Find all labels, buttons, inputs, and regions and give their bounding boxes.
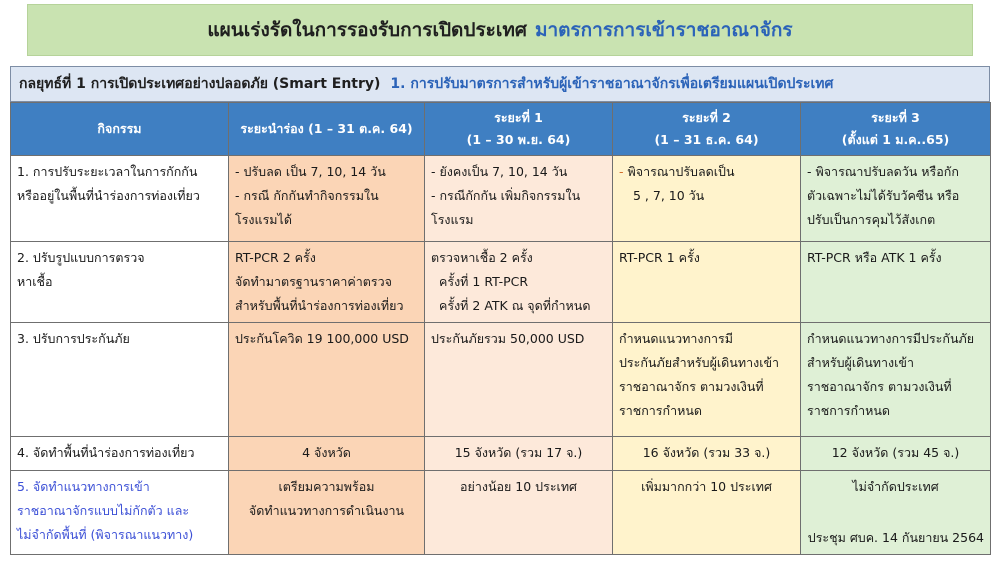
cell-line: ตรวจหาเชื้อ 2 ครั้ง [431,250,533,265]
cell-line: 1. การปรับระยะเวลาในการกักกัน [17,164,198,179]
row2-phase3 [801,242,991,323]
row1-phase3 [801,156,991,242]
row5-phase3 [801,471,991,555]
row4-phase1: 15 จังหวัด (รวม 17 จ.) [425,437,613,471]
page-title-accent: มาตรการการเข้าราชอาณาจักร [534,19,793,41]
cell-line: ประกันภัยรวม 50,000 USD [431,331,585,346]
header-phase2 [613,103,801,156]
meeting-note: ประชุม ศบค. 14 กันยายน 2564 [807,530,984,545]
row1-pilot [229,156,425,242]
cell-line: หาเชื้อ [17,274,53,289]
cell-line: - พิจารณาปรับลดวัน หรือกัก [807,164,959,179]
row5-pilot [229,471,425,555]
row3-phase2 [613,323,801,437]
row1-phase1 [425,156,613,242]
cell-line: กำหนดแนวทางการมี [619,331,734,346]
cell-line: ครั้งที่ 2 ATK ณ จุดที่กำหนด [439,298,591,313]
table-row [11,156,991,242]
cell-line: ตัวเฉพาะไม่ได้รับวัคซีน หรือ [807,188,960,203]
row5-phase1: อย่างน้อย 10 ประเทศ [425,471,613,555]
cell-line: กำหนดแนวทางการมีประกันภัย [807,331,975,346]
cell-line: ประกันโควิด 19 100,000 USD [235,331,409,346]
row2-phase1 [425,242,613,323]
cell-line: RT-PCR 2 ครั้ง [235,250,316,265]
cell-line: ราชอาณาจักร ตามวงเงินที่ [619,379,764,394]
cell-line: โรงแรม [431,212,474,227]
cell-line: 2. ปรับรูปแบบการตรวจ [17,250,145,265]
header-phase1-dates: (1 – 30 พ.ย. 64) [466,132,571,147]
row3-phase1 [425,323,613,437]
cell-line: จัดทำแนวทางการดำเนินงาน [248,503,405,518]
row3-pilot [229,323,425,437]
row4-phase2: 16 จังหวัด (รวม 33 จ.) [613,437,801,471]
cell-line: โรงแรมได้ [235,212,292,227]
cell-line [619,160,794,184]
cell-line: สำหรับพื้นที่นำร่องการท่องเที่ยว [235,298,404,313]
table-header-row [11,103,991,156]
cell-text: พิจารณาปรับลดเป็น [627,164,735,179]
header-phase1 [425,103,613,156]
row2-activity [11,242,229,323]
strategy-label: กลยุทธ์ที่ 1 การเปิดประเทศอย่างปลอดภัย (Smart Entry) [19,76,381,92]
cell-line: 3. ปรับการประกันภัย [17,331,130,346]
cell-line: ครั้งที่ 1 RT-PCR [439,274,529,289]
header-phase3 [801,103,991,156]
table-row [11,242,991,323]
header-phase2-dates: (1 – 31 ธ.ค. 64) [654,132,759,147]
cell-line: 5 , 7, 10 วัน [633,188,705,203]
row1-phase2 [613,156,801,242]
header-activity: กิจกรรม [11,103,229,156]
cell-line: RT-PCR หรือ ATK 1 ครั้ง [807,250,942,265]
row3-activity [11,323,229,437]
cell-line: ประกันภัยสำหรับผู้เดินทางเข้า [619,355,780,370]
cell-line: - ยังคงเป็น 7, 10, 14 วัน [431,164,568,179]
strategy-bar [10,66,990,102]
header-phase3-title: ระยะที่ 3 [871,110,920,125]
row3-phase3 [801,323,991,437]
cell-line: ไม่จำกัดพื้นที่ (พิจารณาแนวทาง) [17,527,194,542]
cell-line: จัดทำมาตรฐานราคาค่าตรวจ [235,274,392,289]
row2-phase2 [613,242,801,323]
cell-line: ราชอาณาจักรแบบไม่กักตัว และ [17,503,190,518]
cell-line: ปรับเป็นการคุมไว้สังเกต [807,212,936,227]
row4-phase3: 12 จังหวัด (รวม 45 จ.) [801,437,991,471]
cell-line: - กรณีกักกัน เพิ่มกิจกรรมใน [431,188,581,203]
page-title-banner [27,4,973,56]
measures-table [10,102,991,555]
cell-line: - กรณี กักกันทำกิจกรรมใน [235,188,379,203]
row2-pilot [229,242,425,323]
cell-line: เตรียมความพร้อม [278,479,375,494]
header-pilot: ระยะนำร่อง (1 – 31 ต.ค. 64) [229,103,425,156]
header-phase1-title: ระยะที่ 1 [494,110,543,125]
cell-line: ราชการกำหนด [619,403,703,418]
strategy-measure: 1. การปรับมาตรการสำหรับผู้เข้าราชอาณาจักรเพื่อเตรียมแผนเปิดประเทศ [390,76,834,92]
row5-activity [11,471,229,555]
row1-activity [11,156,229,242]
cell-line: - ปรับลด เป็น 7, 10, 14 วัน [235,164,386,179]
row5-phase2: เพิ่มมากกว่า 10 ประเทศ [613,471,801,555]
cell-line: ไม่จำกัดประเทศ [852,479,939,494]
table-row [11,471,991,555]
dash-marker: - [619,164,624,179]
table-row [11,323,991,437]
cell-line: ราชอาณาจักร ตามวงเงินที่ [807,379,952,394]
row4-activity: 4. จัดทำพื้นที่นำร่องการท่องเที่ยว [11,437,229,471]
header-phase3-dates: (ตั้งแต่ 1 ม.ค..65) [841,132,950,147]
header-phase2-title: ระยะที่ 2 [682,110,731,125]
cell-line: RT-PCR 1 ครั้ง [619,250,700,265]
cell-line: หรืออยู่ในพื้นที่นำร่องการท่องเที่ยว [17,188,200,203]
cell-line: 5. จัดทำแนวทางการเข้า [17,479,150,494]
page-title: แผนเร่งรัดในการรองรับการเปิดประเทศ [207,19,527,41]
cell-line: สำหรับผู้เดินทางเข้า [807,355,914,370]
table-row [11,437,991,471]
row4-pilot: 4 จังหวัด [229,437,425,471]
cell-line: ราชการกำหนด [807,403,891,418]
